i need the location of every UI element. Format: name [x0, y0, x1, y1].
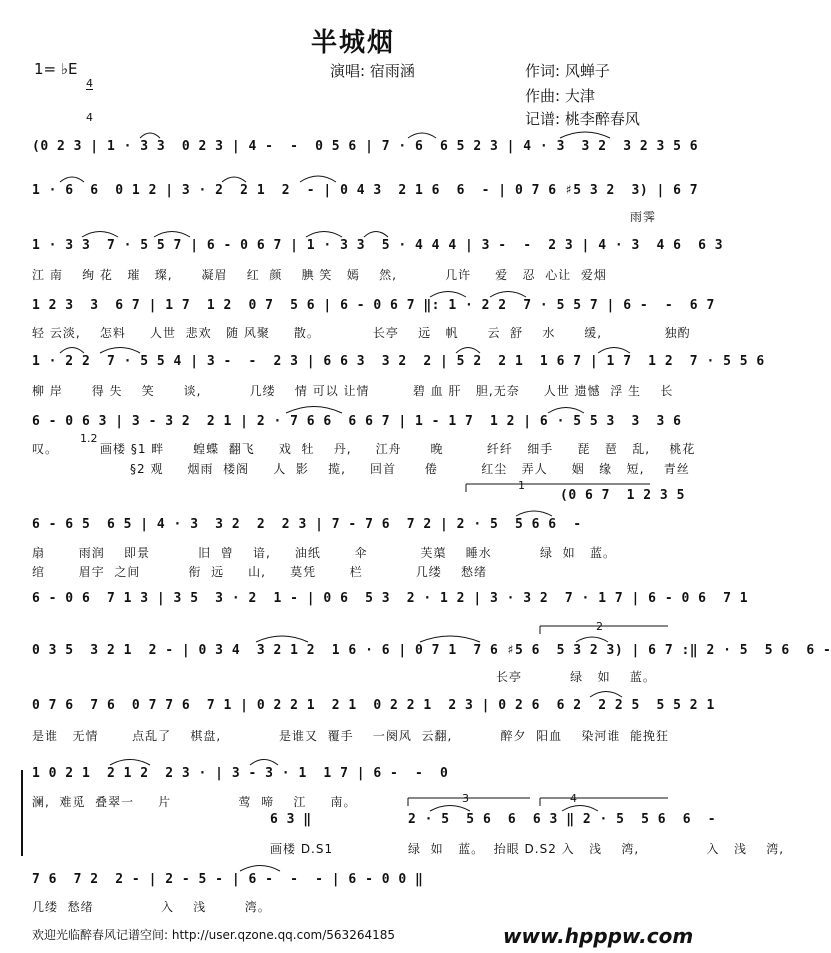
score-line-1: (0 2 3 | 1 · 3 3 0 2 3 | 4 - - 0 5 6 | 7 · 6 6 5 2 3 | 4 · 3 3 2 3 2 3 5 6 — [32, 139, 699, 154]
lyric-line-11: 是谁 无情 点乱了 棋盘, 是谁又 覆手 一阕风 云翻, 醉夕 阳血 染河谁 能挽狂 — [32, 729, 669, 743]
volta-2-number: 2 — [596, 620, 603, 633]
song-title: 半城烟 — [310, 28, 395, 58]
score-line-13: 6 3 ‖ — [270, 812, 312, 827]
lyric-line-3: 轻 云淡, 怎料 人世 悲欢 随 风聚 散。 长亭 远 帆 云 舒 水 缓, 独酌 — [32, 326, 691, 340]
score-line-2: 1 · 6 6 0 1 2 | 3 · 2 2 1 2 - | 0 4 3 2 1 6 6 - | 0 7 6 ♯5 3 2 3) | 6 7 — [32, 183, 699, 198]
lyric-line-10: 长亭 绿 如 蓝。 — [496, 670, 656, 684]
repeat-mark: 1.2 — [80, 432, 98, 445]
meter-bottom: 4 — [86, 111, 93, 124]
lyric-line-15: 几缕 愁绪 入 浅 湾。 — [32, 900, 271, 914]
singer-credit: 演唱: 宿雨涵 — [330, 62, 415, 80]
score-line-15: 7 6 7 2 2 - | 2 - 5 - | 6 - - - | 6 - 0 0 ‖ — [32, 872, 424, 887]
lyricist-credit: 作词: 风蝉子 — [525, 62, 610, 80]
lyric-line-8: 扇 雨润 即景 旧 曾 谙, 油纸 伞 芙蕖 睡水 绿 如 蓝。 — [32, 546, 617, 560]
lyric-line-12: 澜, 难觅 叠翠一 片 莺 啼 江 南。 — [32, 795, 357, 809]
score-line-12: 1 0 2 1 2 1 2 2 3 · | 3 - 3 · 1 1 7 | 6 - - 0 — [32, 766, 449, 781]
volta-3-number: 3 — [462, 792, 469, 805]
footer-transcriber-url: 欢迎光临醉春风记谱空间: http://user.qzone.qq.com/563264185 — [32, 928, 396, 942]
composer-credit: 作曲: 大津 — [525, 87, 595, 105]
lyric-line-4: 柳 岸 得 失 笑 谈, 几缕 情 可以 让情 碧 血 肝 胆,无奈 人世 遗憾 浮 生 长 — [32, 384, 674, 398]
lyric-line-5: 叹。 — [32, 442, 59, 456]
footer-site-logo: www.hpppw.com — [503, 924, 694, 948]
key-signature: 1= ♭E — [34, 60, 78, 78]
score-line-8: 6 - 6 5 6 5 | 4 · 3 3 2 2 2 3 | 7 - 7 6 7 2 | 2 · 5 5 6 6 - — [32, 517, 582, 532]
slur-arcs — [60, 132, 630, 871]
transcriber-credit: 记谱: 桃李醉春风 — [525, 110, 640, 128]
score-line-10: 0 3 5 3 2 1 2 - | 0 3 4 3 2 1 2 1 6 · 6 | 0 7 1 7 6 ♯5 6 5 3 2 3) | 6 7 :‖ 2 · 5 5 6 6 - — [32, 643, 831, 658]
volta-brackets — [408, 484, 668, 806]
lyric-line-13: 画楼 D.S1 — [270, 842, 334, 856]
volta-4-number: 4 — [570, 792, 577, 805]
lyric-line-14: 绿 如 蓝。 抬眼 D.S2 入 浅 湾, 入 浅 湾, — [408, 842, 785, 856]
meter-top: 4 — [86, 77, 93, 90]
score-line-6: 6 - 0 6 3 | 3 - 3 2 2 1 | 2 · 7 6 6 6 6 7 | 1 - 1 7 1 2 | 6 · 5 5 3 3 3 6 — [32, 414, 682, 429]
score-line-7: (0 6 7 1 2 3 5 — [560, 488, 685, 503]
volta-1-number: 1 — [518, 479, 525, 492]
score-line-11: 0 7 6 7 6 0 7 7 6 7 1 | 0 2 2 1 2 1 0 2 2 1 2 3 | 0 2 6 6 2 2 2 5 5 5 2 1 — [32, 698, 715, 713]
lyric-line-7: §2 观 烟雨 楼阁 人 影 揽, 回首 倦 红尘 弄人 姻 缘 短, 青丝 — [130, 462, 690, 476]
lyric-line-6: 画楼 §1 畔 蝗蝶 翻飞 戏 牡 丹, 江舟 晚 纤纤 细手 琵 琶 乱, 桃花 — [100, 442, 696, 456]
score-line-5: 1 · 2 2 7 · 5 5 4 | 3 - - 2 3 | 6 6 3 3 2 2 | 5 2 2 1 1 6 7 | 1 7 1 2 7 · 5 5 6 — [32, 354, 765, 369]
score-line-14: 2 · 5 5 6 6 6 3 ‖ 2 · 5 5 6 6 - — [408, 812, 717, 827]
lyric-line-9: 绾 眉宇 之间 衔 远 山, 莫凭 栏 几缕 愁绪 — [32, 565, 487, 579]
score-line-9: 6 - 0 6 7 1 3 | 3 5 3 · 2 1 - | 0 6 5 3 2 · 1 2 | 3 · 3 2 7 · 1 7 | 6 - 0 6 7 1 — [32, 591, 749, 606]
lyric-line-1: 雨霁 — [630, 210, 657, 224]
lyric-line-2: 江 南 绚 花 璀 璨, 凝眉 红 颜 腆 笑 嫣 然, 几许 爱 忍 心让 爱烟 — [32, 268, 607, 282]
score-line-3: 1 · 3 3 7 · 5 5 7 | 6 - 0 6 7 | 1 · 3 3 5 · 4 4 4 | 3 - - 2 3 | 4 · 3 4 6 6 3 — [32, 238, 724, 253]
score-line-4: 1 2 3 3 6 7 | 1 7 1 2 0 7 5 6 | 6 - 0 6 7 ‖: 1 · 2 2 7 · 5 5 7 | 6 - - 6 7 — [32, 298, 715, 313]
